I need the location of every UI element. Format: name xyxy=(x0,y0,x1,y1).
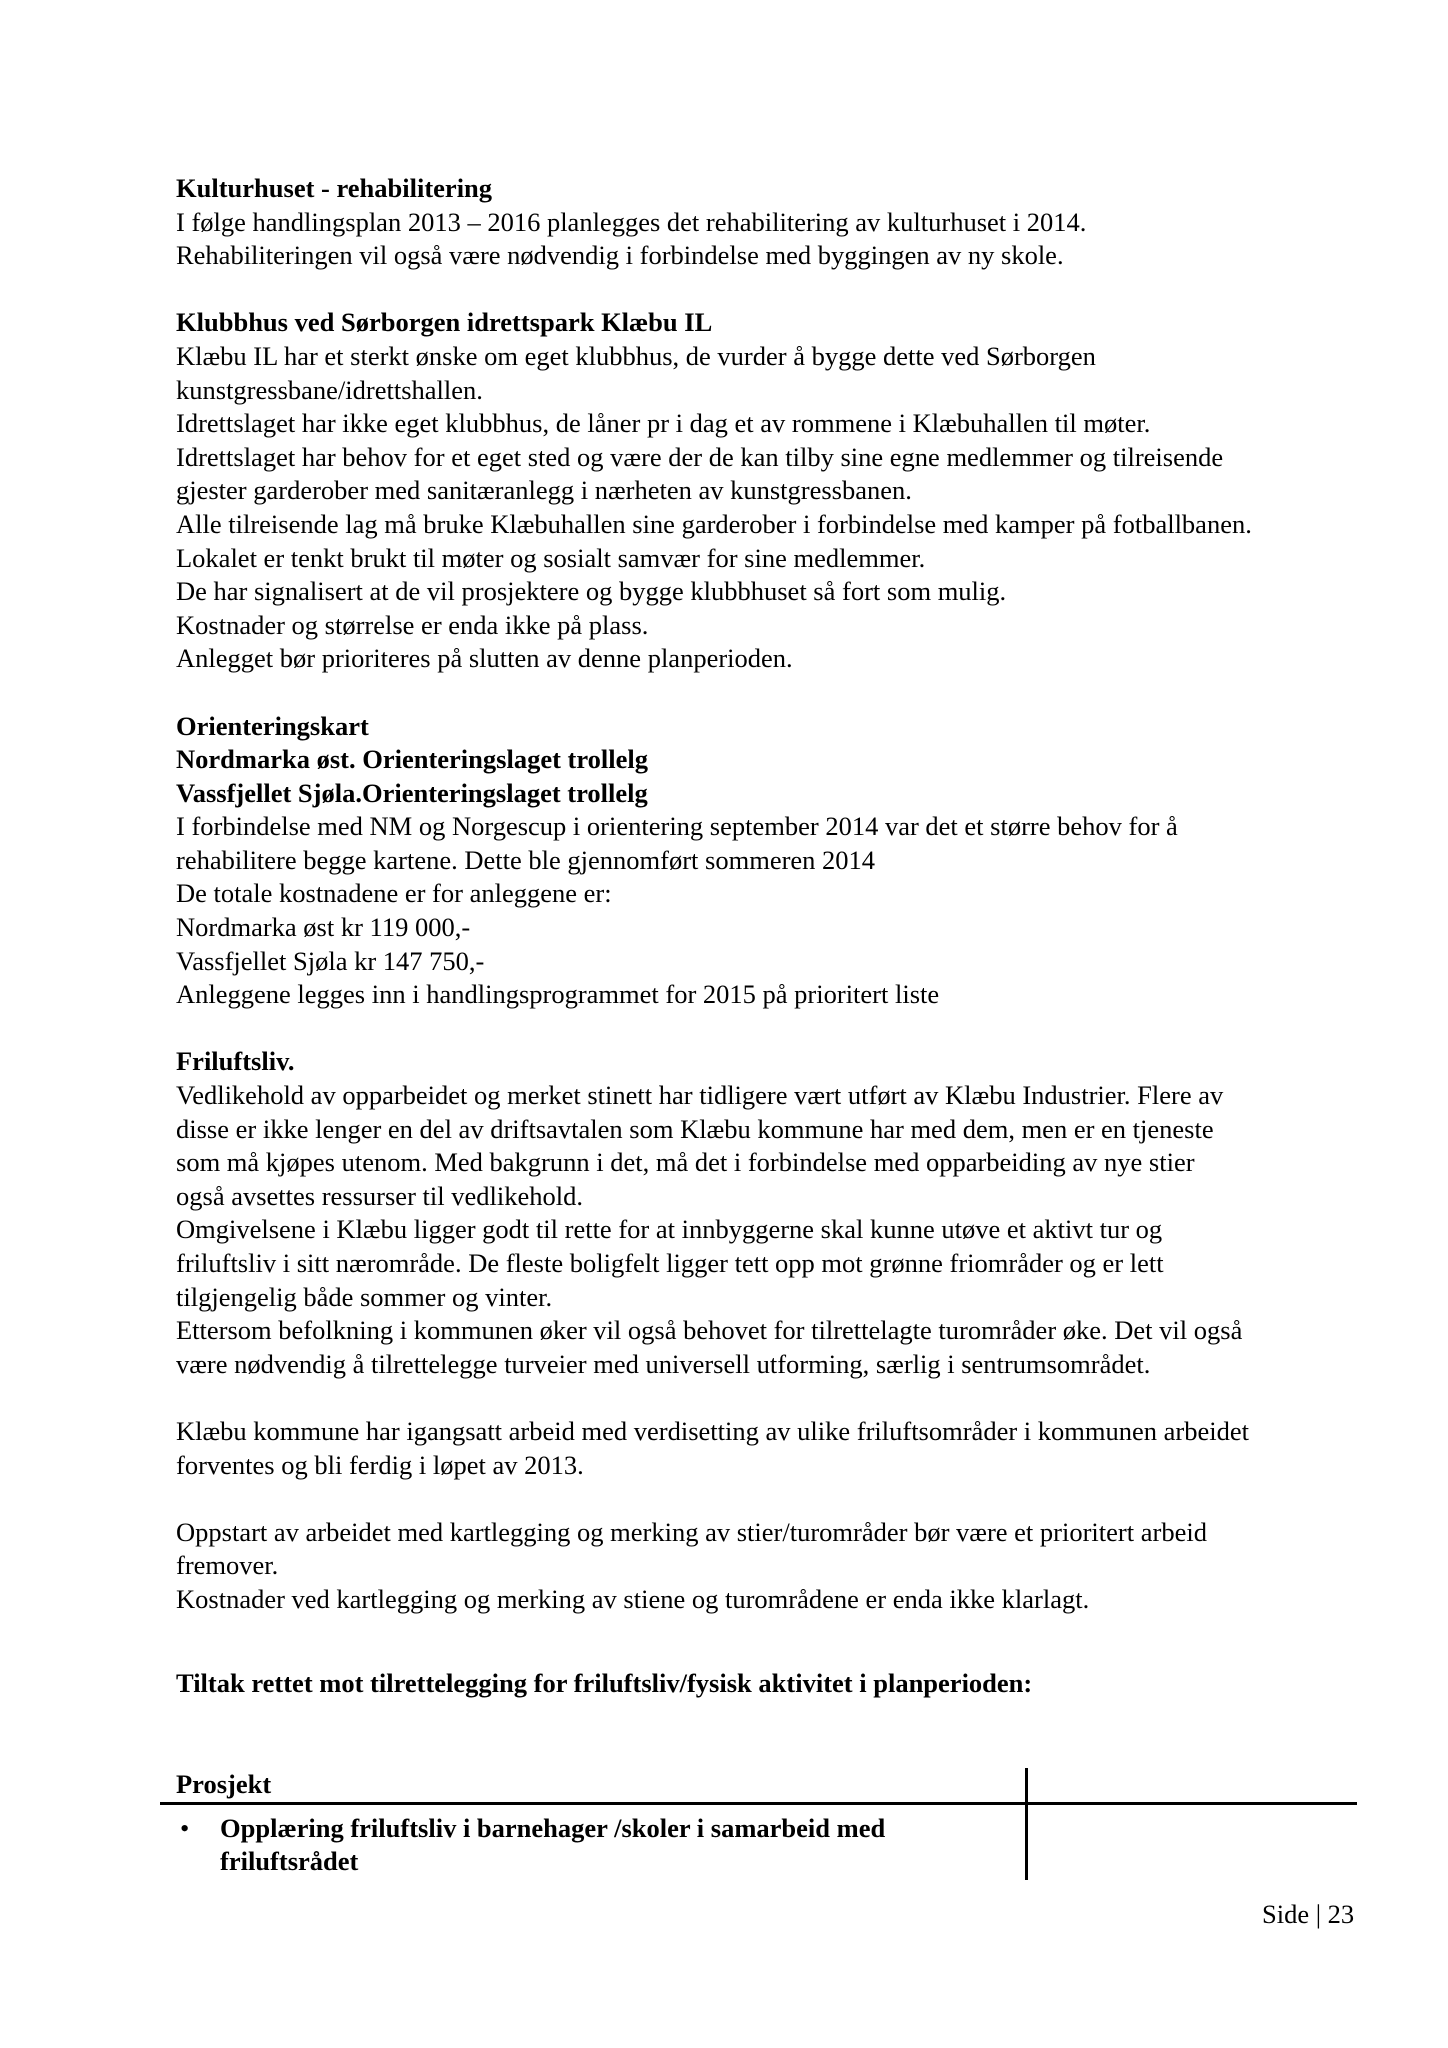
text-line: Klæbu kommune har igangsatt arbeid med verdisetting av ulike friluftsområder i kommunen arbeidet xyxy=(176,1415,1249,1446)
section-heading-orienteringskart: Orienteringskart xyxy=(176,710,369,741)
table-header-prosjekt: Prosjekt xyxy=(176,1769,272,1799)
section-heading-tiltak: Tiltak rettet mot tilrettelegging for friluftsliv/fysisk aktivitet i planperioden: xyxy=(176,1667,1033,1698)
paragraph-klubbhus xyxy=(176,340,1376,676)
paragraph-orientering xyxy=(176,810,1376,1012)
text-line: disse er ikke lenger en del av driftsavtalen som Klæbu kommune har med dem, men er en tjeneste xyxy=(176,1113,1214,1144)
text-line: Idrettslaget har ikke eget klubbhus, de låner pr i dag et av rommene i Klæbuhallen til møter. xyxy=(176,408,1151,439)
text-line: Vedlikehold av opparbeidet og merket stinett har tidligere vært utført av Klæbu Industrier. Flere av xyxy=(176,1080,1224,1111)
text-line: Omgivelsene i Klæbu ligger godt til rette for at innbyggerne skal kunne utøve et aktivt tur og xyxy=(176,1214,1163,1245)
text-line: Rehabiliteringen vil også være nødvendig i forbindelse med byggingen av ny skole. xyxy=(176,240,1064,271)
text-line: fremover. xyxy=(176,1550,279,1581)
table-header-rule xyxy=(160,1802,1357,1805)
text-line: friluftsrådet xyxy=(220,1846,359,1876)
list-item xyxy=(180,1812,1020,1878)
text-line: Ettersom befolkning i kommunen øker vil også behovet for tilrettelagte turområder øke. Det vil også xyxy=(176,1315,1243,1346)
text-line: Anlegget bør prioriteres på slutten av denne planperioden. xyxy=(176,643,793,674)
section-heading-klubbhus: Klubbhus ved Sørborgen idrettspark Klæbu IL xyxy=(176,307,713,338)
text-line: forventes og bli ferdig i løpet av 2013. xyxy=(176,1449,584,1480)
text-line: Kostnader og størrelse er enda ikke på plass. xyxy=(176,609,649,640)
text-line: I følge handlingsplan 2013 – 2016 planlegges det rehabilitering av kulturhuset i 2014. xyxy=(176,206,1087,237)
section-heading-friluftsliv: Friluftsliv. xyxy=(176,1046,295,1077)
table-column-divider xyxy=(1025,1768,1028,1880)
text-line: Alle tilreisende lag må bruke Klæbuhallen sine garderober i forbindelse med kamper på fotballbanen. xyxy=(176,508,1252,539)
text-line: gjester garderober med sanitæranlegg i nærheten av kunstgressbanen. xyxy=(176,475,912,506)
text-line: friluftsliv i sitt nærområde. De fleste boligfelt ligger tett opp mot grønne friområder og er lett xyxy=(176,1248,1164,1278)
bullet-icon: • xyxy=(180,1813,190,1843)
project-table xyxy=(160,1768,1360,1880)
text-line: Opplæring friluftsliv i barnehager /skoler i samarbeid med xyxy=(220,1813,886,1843)
text-line: som må kjøpes utenom. Med bakgrunn i det, må det i forbindelse med opparbeiding av nye stier xyxy=(176,1147,1195,1178)
text-line: Kostnader ved kartlegging og merking av stiene og turområdene er enda ikke klarlagt. xyxy=(176,1583,1090,1614)
paragraph-friluftsliv-2 xyxy=(176,1415,1376,1482)
text-line: Klæbu IL har et sterkt ønske om eget klubbhus, de vurder å bygge dette ved Sørborgen xyxy=(176,340,1096,371)
text-line: Lokalet er tenkt brukt til møter og sosialt samvær for sine medlemmer. xyxy=(176,542,926,573)
paragraph-friluftsliv-3 xyxy=(176,1516,1376,1617)
page-number: Side | 23 xyxy=(1262,1899,1355,1929)
text-line: rehabilitere begge kartene. Dette ble gjennomført sommeren 2014 xyxy=(176,844,876,875)
text-line: Idrettslaget har behov for et eget sted og være der de kan tilby sine egne medlemmer og tilreisende xyxy=(176,441,1224,472)
text-line: Anleggene legges inn i handlingsprogrammet for 2015 på prioritert liste xyxy=(176,979,940,1010)
text-line: tilgjengelig både sommer og vinter. xyxy=(176,1281,553,1312)
section-subheading-vassfjellet: Vassfjellet Sjøla.Orienteringslaget trollelg xyxy=(176,777,648,808)
section-subheading-nordmarka: Nordmarka øst. Orienteringslaget trollelg xyxy=(176,744,649,775)
text-line: være nødvendig å tilrettelegge turveier med universell utforming, særlig i sentrumsområdet. xyxy=(176,1348,1151,1379)
text-line: De totale kostnadene er for anleggene er: xyxy=(176,878,612,909)
text-line: I forbindelse med NM og Norgescup i orientering september 2014 var det et større behov for å xyxy=(176,811,1178,842)
text-line: Vassfjellet Sjøla kr 147 750,- xyxy=(176,945,485,976)
text-line: Nordmarka øst kr 119 000,- xyxy=(176,912,471,943)
text-line: også avsettes ressurser til vedlikehold. xyxy=(176,1180,583,1211)
text-line: kunstgressbane/idrettshallen. xyxy=(176,374,483,405)
text-line: De har signalisert at de vil prosjektere og bygge klubbhuset så fort som mulig. xyxy=(176,576,1007,607)
document-body xyxy=(176,172,1376,1700)
paragraph-friluftsliv-1 xyxy=(176,1079,1376,1381)
text-line: Oppstart av arbeidet med kartlegging og merking av stier/turområder bør være et prioritert arbeid xyxy=(176,1516,1207,1547)
paragraph-kulturhuset xyxy=(176,206,1376,273)
section-heading-kulturhuset: Kulturhuset - rehabilitering xyxy=(176,173,493,203)
